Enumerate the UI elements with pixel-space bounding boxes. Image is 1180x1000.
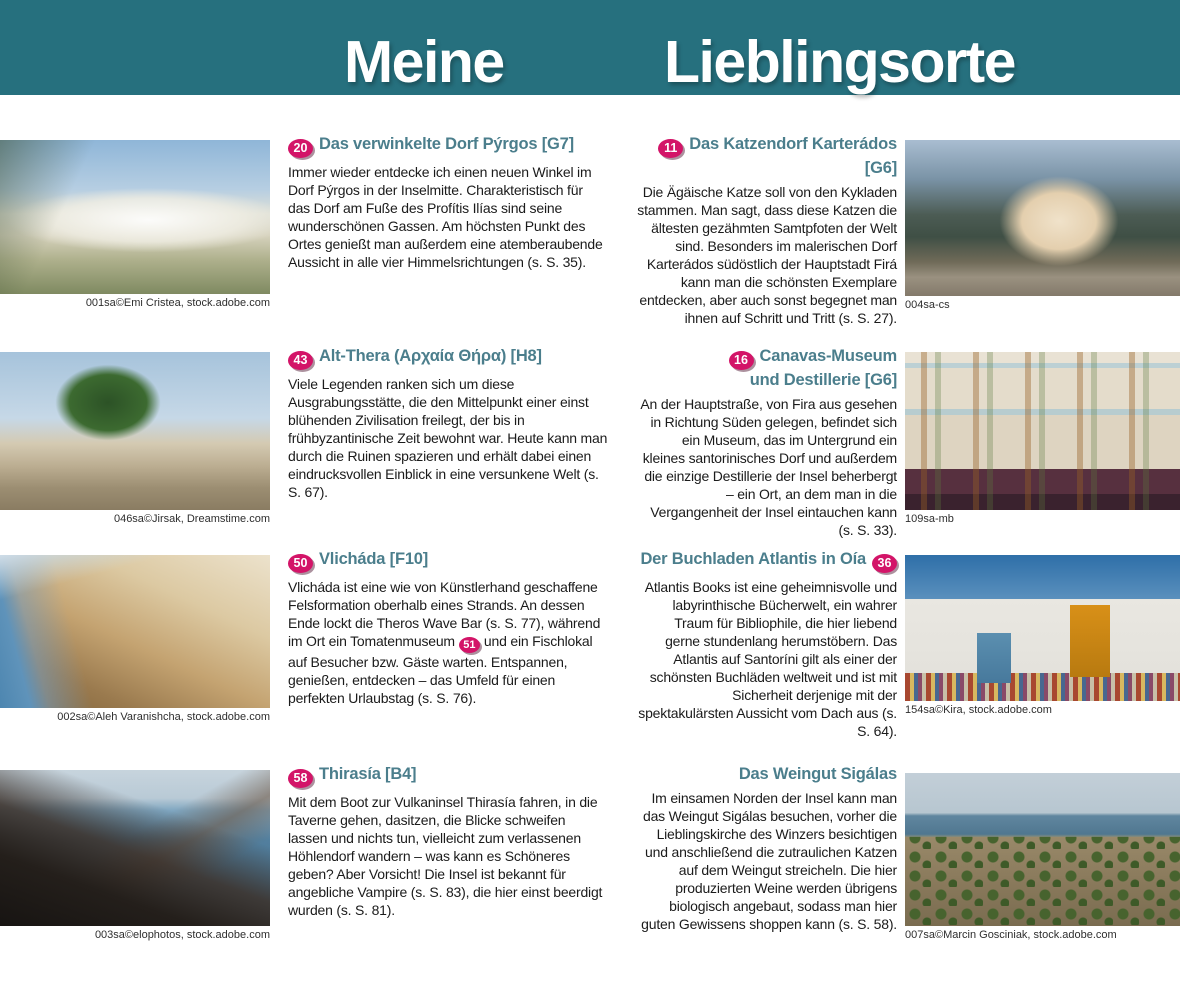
photo-thirasia-volcanic-coast <box>0 770 270 926</box>
photo-sigalas-vineyard <box>905 773 1180 926</box>
section-pyrgos <box>288 134 608 271</box>
section-title-thirasia <box>288 764 608 788</box>
section-body-katzendorf: Die Ägäische Katze soll von den Kykladen stammen. Man sagt, dass diese Katzen die ältesten gezähmten Samtpfoten der Welt sind. Besonders im malerischen Dorf Karterádos südöstlich der Hauptstadt Firá kann man die schönsten Exemplare entdecken, aber auch sonst begegnet man ihnen auf Schritt und Tritt (s. S. 27). <box>637 184 897 327</box>
photo-cat-karterados <box>905 140 1180 296</box>
photo-credit-pyrgos: 001sa©Emi Cristea, stock.adobe.com <box>85 297 270 309</box>
section-katzendorf <box>637 134 897 327</box>
map-number-badge: 58 <box>288 769 313 788</box>
section-canavas <box>637 346 897 539</box>
section-thirasia <box>288 764 608 919</box>
photo-canavas-distillery-bottles <box>905 352 1180 510</box>
photo-vlichada-cliffs <box>0 555 270 708</box>
photo-credit-bottles: 109sa-mb <box>905 513 954 525</box>
title-text: Das Weingut Sigálas <box>738 765 897 783</box>
figure-pyrgos <box>0 140 270 309</box>
page-header-band <box>0 0 1180 95</box>
title-text: Vlicháda [F10] <box>319 550 429 568</box>
title-text: Alt-Thera (Αρχαία Θήρα) [H8] <box>319 347 542 365</box>
photo-ancient-thera-ruins <box>0 352 270 510</box>
map-number-badge: 43 <box>288 351 313 370</box>
photo-credit-cat: 004sa-cs <box>905 299 950 311</box>
title-text-line1: Canavas-Museum <box>759 347 897 365</box>
figure-bookstore <box>905 555 1180 716</box>
map-number-badge: 20 <box>288 139 313 158</box>
title-text: Der Buchladen Atlantis in Oía <box>640 550 866 568</box>
title-text: Thirasía [B4] <box>319 765 417 783</box>
photo-credit-vineyard: 007sa©Marcin Gosciniak, stock.adobe.com <box>905 929 1117 941</box>
photo-credit-thirasia: 003sa©elophotos, stock.adobe.com <box>94 929 270 941</box>
section-title-alt-thera <box>288 346 608 370</box>
section-alt-thera <box>288 346 608 501</box>
section-weingut <box>637 764 897 933</box>
photo-credit-bookstore: 154sa©Kira, stock.adobe.com <box>905 704 1052 716</box>
section-title-pyrgos <box>288 134 608 158</box>
figure-vlichada <box>0 555 270 723</box>
section-body-vlichada <box>288 578 608 707</box>
map-number-badge-inline: 51 <box>459 637 480 653</box>
section-body-pyrgos: Immer wieder entdecke ich einen neuen Winkel im Dorf Pýrgos in der Inselmitte. Charakteristisch für das Dorf am Fuße des Profítis Ilías sind seine wunderschönen Gassen. Am höchsten Punkt des Ortes genießt man außerdem eine atemberaubende Aussicht in alle vier Himmelsrichtungen (s. S. 35). <box>288 164 603 271</box>
photo-credit-alt-thera: 046sa©Jirsak, Dreamstime.com <box>113 513 270 525</box>
section-atlantis <box>637 549 897 740</box>
map-number-badge: 16 <box>729 351 754 370</box>
photo-pyrgos-village <box>0 140 270 294</box>
title-text: Das verwinkelte Dorf Pýrgos [G7] <box>319 135 574 153</box>
title-text-line2: und Destillerie [G6] <box>749 371 897 390</box>
section-body-weingut: Im einsamen Norden der Insel kann man das Weingut Sigálas besuchen, vorher die Lieblingskirche des Winzers besichtigen und anschließend die zutraulichen Katzen auf dem Weingut streicheln. Die hier produzierten Weine werden übrigens biologisch angebaut, sodass man hier guten Gewissens shoppen kann (s. S. 58). <box>641 790 897 933</box>
photo-atlantis-bookstore <box>905 555 1180 701</box>
figure-bottles <box>905 352 1180 525</box>
map-number-badge: 50 <box>288 554 313 573</box>
section-title-katzendorf <box>637 134 897 178</box>
section-body-thirasia: Mit dem Boot zur Vulkaninsel Thirasía fahren, in die Taverne gehen, dasitzen, die Blicke schweifen lassen und nichts tun, vielleicht zum verlassenen Höhlendorf wandern – was kann es Schöneres geben? Aber Vorsicht! Die Insel ist bekannt für angebliche Vampire (s. S. 83), die hier einst beerdigt wurden (s. S. 81). <box>288 794 603 919</box>
map-number-badge: 11 <box>658 139 683 158</box>
section-title-canavas <box>637 346 897 390</box>
section-title-atlantis <box>637 549 897 573</box>
section-body-canavas: An der Hauptstraße, von Fira aus gesehen in Richtung Süden gelegen, befindet sich ein Museum, das im Untergrund ein kleines santorinisches Dorf und außerdem die einzige Destillerie der Insel beherbergt – ein Ort, an dem man in die Vergangenheit der Insel eintauchen kann (s. S. 33). <box>640 396 897 539</box>
section-title-weingut <box>637 764 897 784</box>
body-pre: Vlicháda ist eine wie von Künstlerhand geschaffene Felsformation oberhalb eines Strands. An dessen Ende lockt die Theros Wave Bar (s. S. 77), während im Ort ein Tomatenmuseum <box>288 579 601 650</box>
figure-cat <box>905 140 1180 311</box>
figure-vineyard <box>905 773 1180 941</box>
title-text: Das Katzendorf Karterádos [G6] <box>689 135 897 178</box>
section-vlichada <box>288 549 608 707</box>
photo-credit-vlichada: 002sa©Aleh Varanishcha, stock.adobe.com <box>57 711 270 723</box>
figure-alt-thera <box>0 352 270 525</box>
section-body-atlantis: Atlantis Books ist eine geheimnisvolle und labyrinthische Bücherwelt, ein wahrer Traum für Bibliophile, die hier liebend gerne stundenlang herumstöbern. Das Atlantis auf Santoríni gilt als einer der schönsten Buchläden weltweit und ist mit Sicherheit derjenige mit der spektakulärsten Aussicht vom Dach aus (s. S. 64). <box>638 579 897 740</box>
section-body-alt-thera: Viele Legenden ranken sich um diese Ausgrabungsstätte, die den Mittelpunkt einer einst blühenden Zivilisation freilegt, der bis in frühbyzantinische Zeit bewohnt war. Heute kann man durch die Ruinen spazieren und erhält dabei einen eindrucksvollen Einblick in eine versunkene Welt (s. S. 67). <box>288 376 608 501</box>
section-title-vlichada <box>288 549 608 573</box>
page-title-word-1: Meine <box>344 29 504 95</box>
figure-thirasia <box>0 770 270 941</box>
map-number-badge: 36 <box>872 554 897 573</box>
page-title-word-2: Lieblingsorte <box>664 29 1015 95</box>
body-post: und ein Fischlokal auf Besucher bzw. Gäste warten. Entspannen, genießen, entdecken – das Umfeld für einen perfekten Urlaubstag (s. S. 76). <box>288 633 593 707</box>
